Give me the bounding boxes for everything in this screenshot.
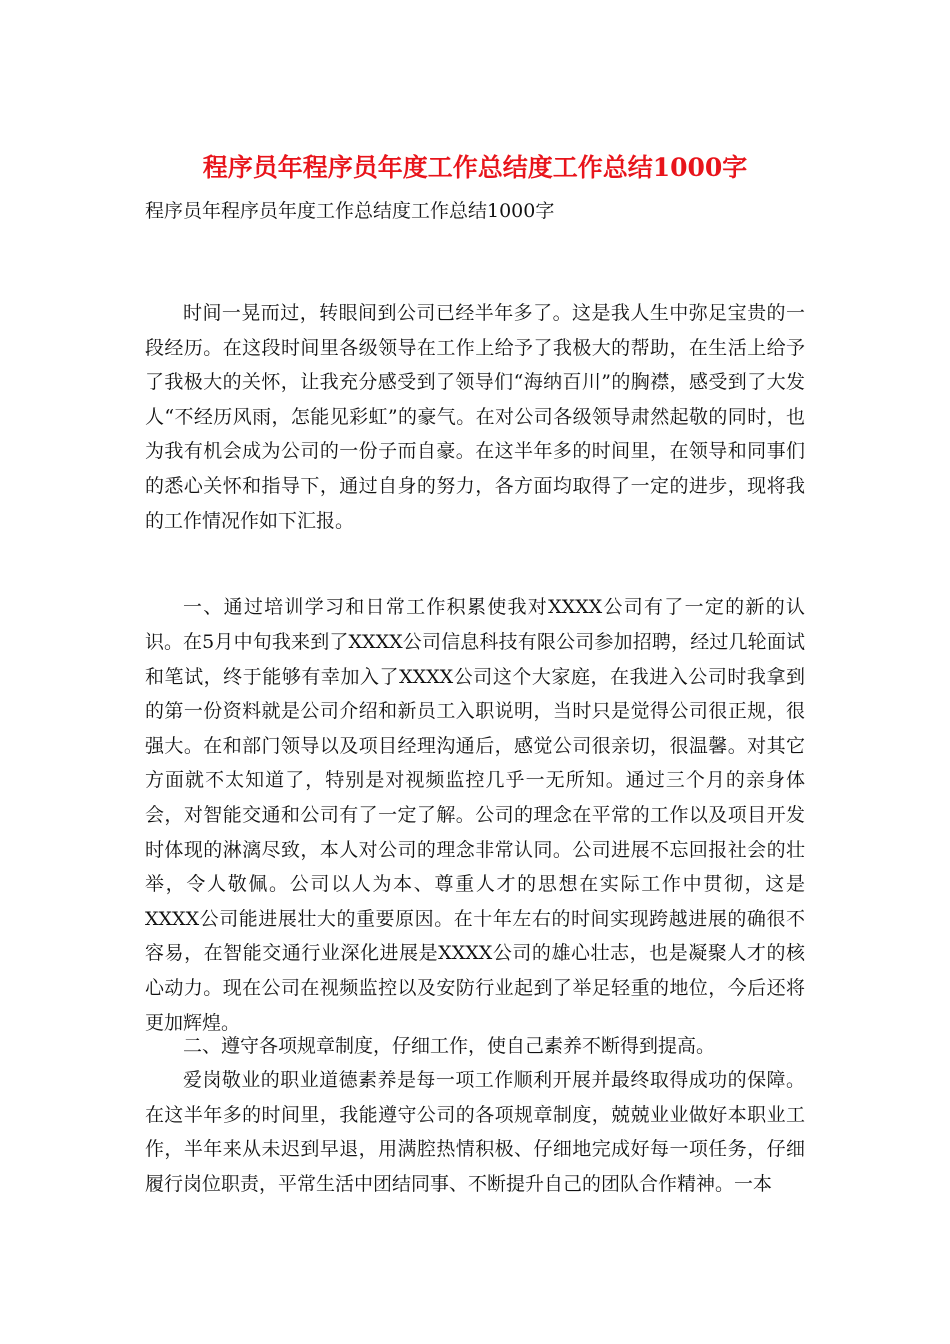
section-heading-1: 一、通过培训学习和日常工作积累使我对XXXX公司有了一定的新的认识。 [145,596,805,653]
paragraph-section-2: 爱岗敬业的职业道德素养是每一项工作顺利开展并最终取得成功的保障。在这半年多的时间里，我能遵守公司的各项规章制度，兢兢业业做好本职业工作，半年来从未迟到早退，用满腔热情积极、仔细地完成好每一项任务，仔细履行岗位职责，平常生活中团结同事、不断提升自己的团队合作精神。一本 [145,1069,805,1195]
document-subtitle: 程序员年程序员年度工作总结度工作总结1000字 [145,200,555,222]
paragraph-intro: 时间一晃而过，转眼间到公司已经半年多了。这是我人生中弥足宝贵的一段经历。在这段时间里各级领导在工作上给予了我极大的帮助，在生活上给予了我极大的关怀，让我充分感受到了领导们“海纳百川”的胸襟，感受到了大发人“不经历风雨，怎能见彩虹”的豪气。在对公司各级领导肃然起敬的同时，也为我有机会成为公司的一份子而自豪。在这半年多的时间里，在领导和同事们的悉心关怀和指导下，通过自身的努力，各方面均取得了一定的进步，现将我的工作情况作如下汇报。 [145,302,805,532]
paragraph-section-1: 在5月中旬我来到了XXXX公司信息科技有限公司参加招聘，经过几轮面试和笔试，终于能够有幸加入了XXXX公司这个大家庭，在我进入公司时我拿到的第一份资料就是公司介绍和新员工入职说明，当时只是觉得公司很正规，很强大。在和部门领导以及项目经理沟通后，感觉公司很亲切，很温馨。对其它方面就不太知道了，特别是对视频监控几乎一无所知。通过三个月的亲身体会，对智能交通和公司有了一定了解。公司的理念在平常的工作以及项目开发时体现的淋漓尽致，本人对公司的理念非常认同。公司进展不忘回报社会的壮举，令人敬佩。公司以人为本、尊重人才的思想在实际工作中贯彻，这是XXXX公司能进展壮大的重要原因。在十年左右的时间实现跨越进展的确很不容易，在智能交通行业深化进展是XXXX公司的雄心壮志，也是凝聚人才的核心动力。现在公司在视频监控以及安防行业起到了举足轻重的地位，今后还将更加辉煌。 [145,631,805,1034]
document-title: 程序员年程序员年度工作总结度工作总结1000字 [202,153,748,182]
section-heading-2: 二、遵守各项规章制度，仔细工作，使自己素养不断得到提高。 [183,1035,716,1057]
